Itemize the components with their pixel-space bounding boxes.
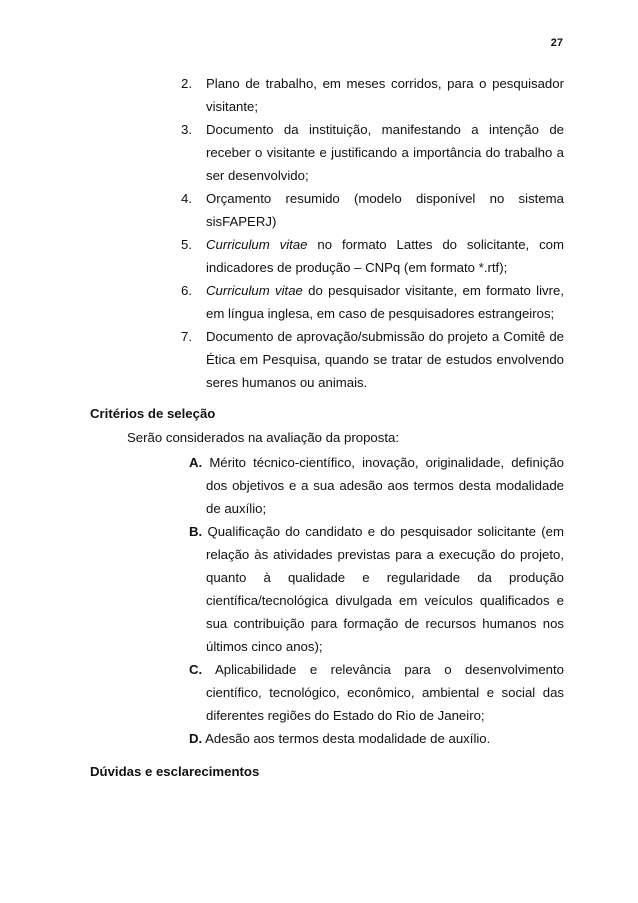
criteria-text: Mérito técnico-científico, inovação, originalidade, definição dos objetivos e a sua adesão aos termos desta modalidade de auxílio; (206, 455, 564, 516)
page-number: 27 (550, 37, 563, 49)
criteria-item (189, 727, 564, 750)
criteria-item (189, 451, 564, 520)
criteria-text: Adesão aos termos desta modalidade de auxílio. (205, 731, 491, 746)
criteria-letter: D. (189, 731, 203, 746)
criteria-letter: C. (189, 662, 203, 677)
italic-term: Curriculum vitae (206, 237, 308, 252)
item-text: Orçamento resumido (modelo disponível no sistema sisFAPERJ) (206, 191, 564, 229)
item-text-rest: no formato Lattes do solicitante, com indicadores de produção – CNPq (em formato *.rtf); (206, 237, 564, 275)
item-number: 7. (181, 329, 192, 344)
item-text: Documento de aprovação/submissão do projeto a Comitê de Ética em Pesquisa, quando se tratar de estudos envolvendo seres humanos ou animais. (206, 329, 564, 390)
item-text (206, 279, 564, 325)
criteria-item (189, 658, 564, 727)
criteria-item (189, 520, 564, 658)
list-item (181, 187, 564, 233)
doubts-heading: Dúvidas e esclarecimentos (90, 764, 260, 779)
list-item (181, 325, 564, 394)
item-number: 5. (181, 237, 192, 252)
criteria-intro: Serão considerados na avaliação da proposta: (127, 430, 399, 445)
list-item (181, 233, 564, 279)
item-text (206, 233, 564, 279)
selection-criteria-heading: Critérios de seleção (90, 406, 216, 421)
item-number: 6. (181, 283, 192, 298)
item-text: Plano de trabalho, em meses corridos, para o pesquisador visitante; (206, 76, 564, 114)
item-number: 2. (181, 76, 192, 91)
criteria-letter: A. (189, 455, 203, 470)
criteria-list (189, 451, 564, 750)
item-number: 4. (181, 191, 192, 206)
italic-term: Curriculum vitae (206, 283, 303, 298)
item-number: 3. (181, 122, 192, 137)
item-text-rest: do pesquisador visitante, em formato livre, em língua inglesa, em caso de pesquisadores estrangeiros; (206, 283, 564, 321)
required-documents-list (181, 72, 564, 394)
criteria-text: Qualificação do candidato e do pesquisador solicitante (em relação às atividades previstas para a execução do projeto, quanto à qualidade e regularidade da produção científica/tecnológica divulgada em veículos qualificados e sua contribuição para formação de recursos humanos nos últimos cinco anos); (206, 524, 564, 654)
criteria-text: Aplicabilidade e relevância para o desenvolvimento científico, tecnológico, econômico, ambiental e social das diferentes regiões do Estado do Rio de Janeiro; (206, 662, 564, 723)
item-text: Documento da instituição, manifestando a intenção de receber o visitante e justificando a importância do trabalho a ser desenvolvido; (206, 122, 564, 183)
criteria-letter: B. (189, 524, 203, 539)
list-item (181, 279, 564, 325)
list-item (181, 72, 564, 118)
list-item (181, 118, 564, 187)
